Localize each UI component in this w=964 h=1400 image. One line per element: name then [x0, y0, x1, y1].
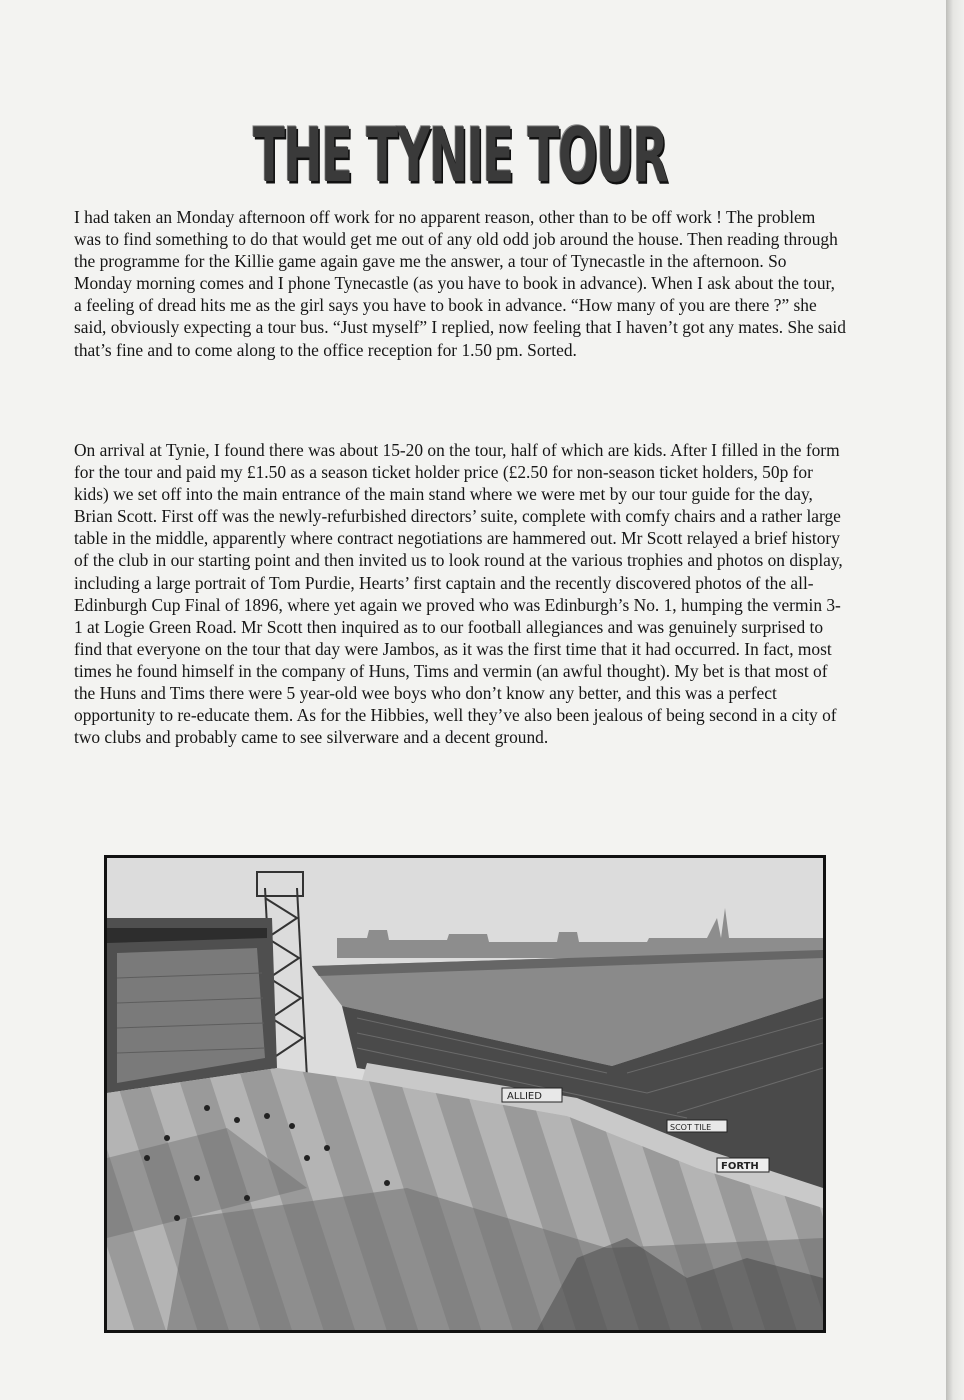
stadium-photo: [104, 855, 826, 1333]
sign-allied: ALLIED: [507, 1091, 542, 1102]
article-title: THE TYNIE TOUR: [253, 112, 667, 200]
page-edge: [946, 0, 964, 1400]
paragraph-1: I had taken an Monday afternoon off work for no apparent reason, other than to be off work ! The problem was to find something to do that would get me out of any old odd job around the house. Then reading through the programme for the Killie game again gave me the answer, a tour of Tynecastle in the afternoon. So Monday morning comes and I phone Tynecastle (as you have to book in advance). When I ask about the tour, a feeling of dread hits me as the girl says you have to book in advance. “How many of you are there ?” she said, obviously expecting a tour bus. “Just myself” I replied, now feeling that I haven’t got any mates. She said that’s fine and to come along to the office reception for 1.50 pm. Sorted.: [74, 207, 846, 360]
paragraph-2: On arrival at Tynie, I found there was about 15-20 on the tour, half of which are kids. After I filled in the form for the tour and paid my £1.50 as a season ticket holder price (£2.50 for non-season ticket holders, 50p for kids) we set off into the main entrance of the main stand where we were met by our tour guide for the day, Brian Scott. First off was the newly-refurbished directors’ suite, complete with comfy chairs and a rather large table in the middle, apparently where contract negotiations are hammered out. Mr Scott relayed a brief history of the club in our starting point and then invited us to look round at the various trophies and photos on display, including a large portrait of Tom Purdie, Hearts’ first captain and the recently discovered photos of the all-Edinburgh Cup Final of 1896, where yet again we proved who was Edinburgh’s No. 1, humping the vermin 3-1 at Logie Green Road. Mr Scott then inquired as to our football allegiances and was genuinely surprised to find that everyone on the tour that day were Jambos, as it was the first time that it had occurred. In fact, most times he found himself in the company of Huns, Tims and vermin (an awful thought). My bet is that most of the Huns and Tims there were 5 year-old wee boys who don’t know any better, and this was a perfect opportunity to re-educate them. As for the Hibbies, well they’ve also been jealous of being second in a city of two clubs and probably came to see silverware and a decent ground.: [74, 440, 843, 748]
sign-scot-tile: SCOT TILE: [670, 1123, 712, 1132]
sign-forth: FORTH: [721, 1161, 759, 1172]
